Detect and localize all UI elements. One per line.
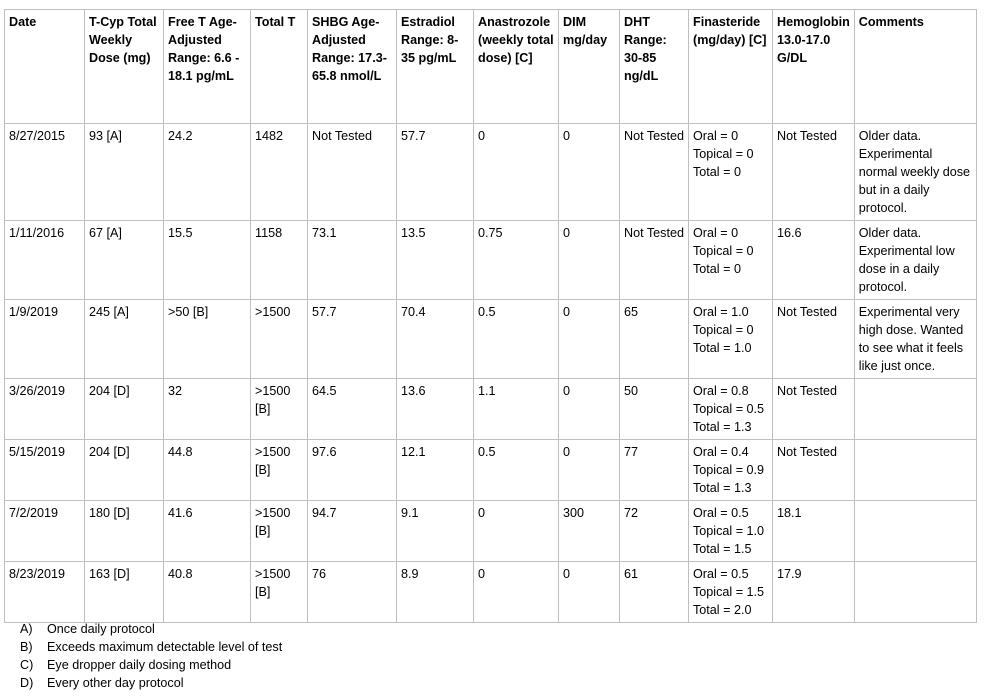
cell-free-t: 15.5 xyxy=(164,221,251,300)
footnote-text: Exceeds maximum detectable level of test xyxy=(47,640,283,654)
cell-finasteride: Oral = 0 Topical = 0 Total = 0 xyxy=(689,124,773,221)
footnote-text: Every other day protocol xyxy=(47,676,184,690)
cell-hemoglobin: 18.1 xyxy=(773,501,855,562)
cell-total-t: >1500 xyxy=(251,300,308,379)
header-free-t: Free T Age-Adjusted Range: 6.6 - 18.1 pg/mL xyxy=(164,10,251,124)
footnote-item xyxy=(20,620,282,638)
cell-dim: 0 xyxy=(559,221,620,300)
cell-total-t: >1500 [B] xyxy=(251,501,308,562)
header-dim: DIM mg/day xyxy=(559,10,620,124)
cell-finasteride: Oral = 0.4 Topical = 0.9 Total = 1.3 xyxy=(689,440,773,501)
footnote-item xyxy=(20,674,282,692)
cell-shbg: 57.7 xyxy=(308,300,397,379)
header-hemoglobin: Hemoglobin 13.0-17.0 G/DL xyxy=(773,10,855,124)
cell-shbg: 76 xyxy=(308,562,397,623)
cell-shbg: 94.7 xyxy=(308,501,397,562)
cell-dht: 65 xyxy=(620,300,689,379)
cell-dht: Not Tested xyxy=(620,221,689,300)
cell-free-t: 40.8 xyxy=(164,562,251,623)
cell-hemoglobin: 17.9 xyxy=(773,562,855,623)
table-row xyxy=(5,440,977,501)
cell-finasteride: Oral = 0 Topical = 0 Total = 0 xyxy=(689,221,773,300)
cell-shbg: Not Tested xyxy=(308,124,397,221)
cell-shbg: 73.1 xyxy=(308,221,397,300)
cell-anastrozole: 1.1 xyxy=(474,379,559,440)
cell-estradiol: 13.5 xyxy=(397,221,474,300)
header-comments: Comments xyxy=(854,10,976,124)
cell-estradiol: 8.9 xyxy=(397,562,474,623)
cell-finasteride: Oral = 1.0 Topical = 0 Total = 1.0 xyxy=(689,300,773,379)
cell-tcyp-dose: 204 [D] xyxy=(85,379,164,440)
cell-anastrozole: 0 xyxy=(474,124,559,221)
header-shbg: SHBG Age-Adjusted Range: 17.3-65.8 nmol/L xyxy=(308,10,397,124)
table-row xyxy=(5,221,977,300)
cell-hemoglobin: Not Tested xyxy=(773,300,855,379)
cell-date: 1/9/2019 xyxy=(5,300,85,379)
cell-comments: Older data. Experimental normal weekly dose but in a daily protocol. xyxy=(854,124,976,221)
cell-tcyp-dose: 245 [A] xyxy=(85,300,164,379)
cell-hemoglobin: 16.6 xyxy=(773,221,855,300)
cell-finasteride: Oral = 0.5 Topical = 1.0 Total = 1.5 xyxy=(689,501,773,562)
cell-anastrozole: 0 xyxy=(474,562,559,623)
cell-shbg: 97.6 xyxy=(308,440,397,501)
cell-total-t: 1482 xyxy=(251,124,308,221)
cell-dht: 77 xyxy=(620,440,689,501)
header-estradiol: Estradiol Range: 8-35 pg/mL xyxy=(397,10,474,124)
cell-total-t: >1500 [B] xyxy=(251,379,308,440)
cell-date: 8/23/2019 xyxy=(5,562,85,623)
cell-dim: 300 xyxy=(559,501,620,562)
header-date: Date xyxy=(5,10,85,124)
cell-estradiol: 57.7 xyxy=(397,124,474,221)
header-row xyxy=(5,10,977,124)
cell-hemoglobin: Not Tested xyxy=(773,124,855,221)
table-row xyxy=(5,562,977,623)
cell-dim: 0 xyxy=(559,124,620,221)
cell-date: 8/27/2015 xyxy=(5,124,85,221)
cell-dht: Not Tested xyxy=(620,124,689,221)
table-row xyxy=(5,124,977,221)
cell-tcyp-dose: 163 [D] xyxy=(85,562,164,623)
cell-dim: 0 xyxy=(559,379,620,440)
cell-total-t: >1500 [B] xyxy=(251,562,308,623)
cell-estradiol: 9.1 xyxy=(397,501,474,562)
table-row xyxy=(5,300,977,379)
cell-anastrozole: 0 xyxy=(474,501,559,562)
cell-comments xyxy=(854,379,976,440)
cell-free-t: 32 xyxy=(164,379,251,440)
cell-comments xyxy=(854,501,976,562)
cell-hemoglobin: Not Tested xyxy=(773,440,855,501)
footnote-item xyxy=(20,638,282,656)
header-tcyp-dose: T-Cyp Total Weekly Dose (mg) xyxy=(85,10,164,124)
header-total-t: Total T xyxy=(251,10,308,124)
cell-estradiol: 70.4 xyxy=(397,300,474,379)
cell-finasteride: Oral = 0.8 Topical = 0.5 Total = 1.3 xyxy=(689,379,773,440)
header-finasteride: Finasteride (mg/day) [C] xyxy=(689,10,773,124)
footnote-letter: C) xyxy=(20,658,34,672)
cell-dht: 72 xyxy=(620,501,689,562)
cell-free-t: 24.2 xyxy=(164,124,251,221)
cell-estradiol: 12.1 xyxy=(397,440,474,501)
cell-dht: 61 xyxy=(620,562,689,623)
cell-comments: Older data. Experimental low dose in a daily protocol. xyxy=(854,221,976,300)
cell-comments xyxy=(854,562,976,623)
cell-tcyp-dose: 204 [D] xyxy=(85,440,164,501)
cell-date: 3/26/2019 xyxy=(5,379,85,440)
cell-tcyp-dose: 180 [D] xyxy=(85,501,164,562)
cell-comments xyxy=(854,440,976,501)
footnote-text: Eye dropper daily dosing method xyxy=(47,658,232,672)
cell-hemoglobin: Not Tested xyxy=(773,379,855,440)
header-dht: DHT Range: 30-85 ng/dL xyxy=(620,10,689,124)
cell-anastrozole: 0.5 xyxy=(474,300,559,379)
cell-date: 1/11/2016 xyxy=(5,221,85,300)
cell-tcyp-dose: 67 [A] xyxy=(85,221,164,300)
cell-date: 7/2/2019 xyxy=(5,501,85,562)
footnote-letter: B) xyxy=(20,640,33,654)
footnote-text: Once daily protocol xyxy=(47,622,155,636)
cell-free-t: 44.8 xyxy=(164,440,251,501)
cell-shbg: 64.5 xyxy=(308,379,397,440)
cell-total-t: 1158 xyxy=(251,221,308,300)
header-anastrozole: Anastrozole (weekly total dose) [C] xyxy=(474,10,559,124)
footnote-item xyxy=(20,656,282,674)
cell-anastrozole: 0.75 xyxy=(474,221,559,300)
cell-anastrozole: 0.5 xyxy=(474,440,559,501)
cell-comments: Experimental very high dose. Wanted to see what it feels like just once. xyxy=(854,300,976,379)
cell-free-t: 41.6 xyxy=(164,501,251,562)
table-row xyxy=(5,379,977,440)
cell-dim: 0 xyxy=(559,300,620,379)
footnotes-list xyxy=(20,620,282,692)
cell-total-t: >1500 [B] xyxy=(251,440,308,501)
cell-date: 5/15/2019 xyxy=(5,440,85,501)
cell-dim: 0 xyxy=(559,562,620,623)
lab-results-table xyxy=(4,9,977,623)
table-row xyxy=(5,501,977,562)
footnote-letter: D) xyxy=(20,676,34,690)
cell-estradiol: 13.6 xyxy=(397,379,474,440)
cell-tcyp-dose: 93 [A] xyxy=(85,124,164,221)
footnote-letter: A) xyxy=(20,622,33,636)
cell-finasteride: Oral = 0.5 Topical = 1.5 Total = 2.0 xyxy=(689,562,773,623)
cell-free-t: >50 [B] xyxy=(164,300,251,379)
cell-dim: 0 xyxy=(559,440,620,501)
cell-dht: 50 xyxy=(620,379,689,440)
